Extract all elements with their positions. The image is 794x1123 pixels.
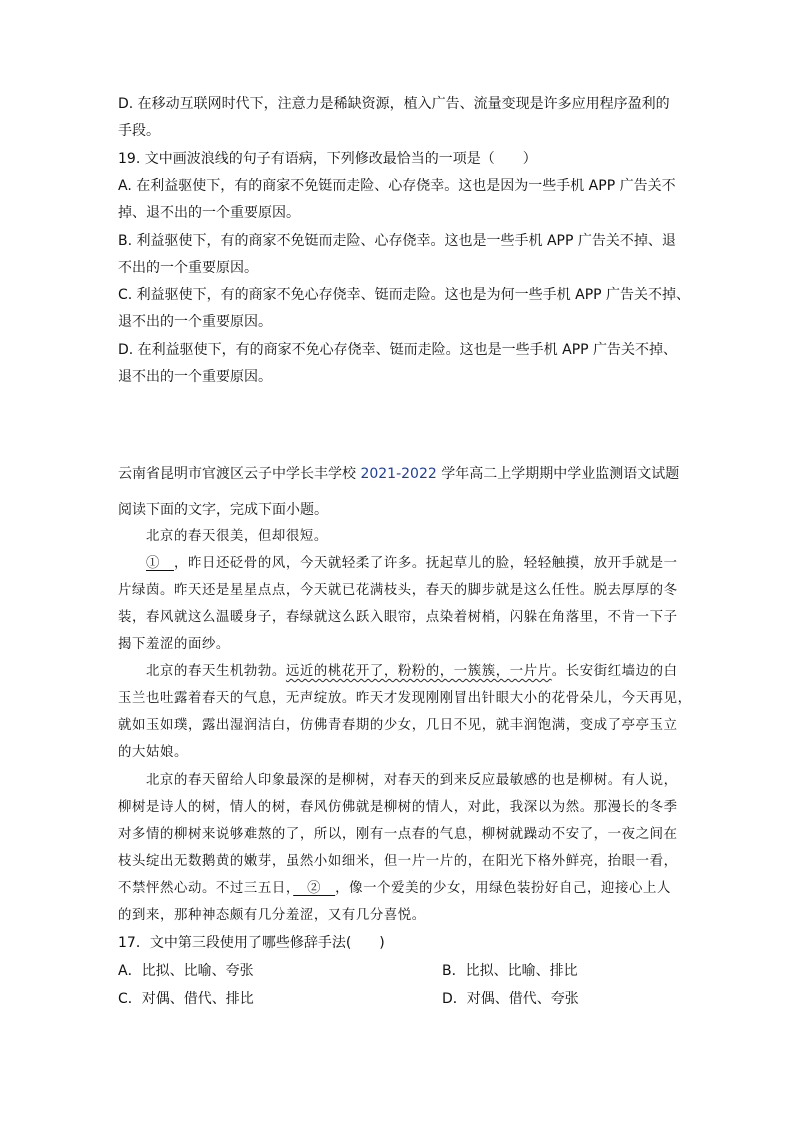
q18-option-d-line-1: D. 在移动互联网时代下，注意力是稀缺资源，植入广告、流量变现是许多应用程序盈利的 — [118, 96, 670, 112]
passage-paragraph-4-line-6: 的到来，那种神态颇有几分羞涩，又有几分喜悦。 — [118, 908, 426, 923]
source-suffix: 学年高二上学期期中学业监测语文试题 — [436, 466, 680, 482]
q18-option-d-line-2: 手段。 — [118, 123, 160, 139]
passage-paragraph-3-line-1-tail: 。长安街红墙边的白 — [551, 664, 678, 679]
q19-option-b-line-1: B. 利益驱使下，有的商家不免铤而走险、心存侥幸。这也是一些手机 APP 广告关不掉、退 — [118, 233, 676, 249]
passage-paragraph-2-line-1-text: ，昨日还砭骨的风，今天就轻柔了许多。抚起草儿的脸，轻轻触摸，放开手就是一 — [173, 556, 678, 571]
source-year: 2021-2022 — [360, 466, 437, 482]
passage-paragraph-4-line-5 — [118, 880, 671, 898]
q19-stem: 19. 文中画波浪线的句子有语病，下列修改最恰当的一项是（ ） — [118, 151, 537, 167]
passage-paragraph-1: 北京的春天很美，但却很短。 — [146, 529, 328, 544]
passage-paragraph-4-line-3: 对多情的柳树来说够难熬的了，所以，刚有一点春的气息，柳树就躁动不安了，一夜之间在 — [118, 827, 678, 842]
q19-option-a-line-2: 掉、退不出的一个重要原因。 — [118, 205, 300, 221]
passage-paragraph-4-line-2: 柳树是诗人的树，情人的树，春风仿佛就是柳树的情人，对此，我深以为然。那漫长的冬季 — [118, 800, 678, 815]
blank-2: ② — [293, 881, 336, 896]
passage-paragraph-2-line-3: 装，春风就这么温暖身子，春绿就这么跃入眼帘，点染着树梢，闪躲在角落里，不肯一下子 — [118, 610, 678, 625]
q17-option-d: D．对偶、借代、夸张 — [442, 991, 579, 1007]
source-prefix: 云南省昆明市官渡区云子中学长丰学校 — [118, 466, 361, 482]
passage-paragraph-3-line-4: 的大姑娘。 — [118, 745, 188, 760]
passage-paragraph-2-line-4: 揭下羞涩的面纱。 — [118, 637, 230, 652]
q19-option-d-line-1: D. 在利益驱使下，有的商家不免心存侥幸、铤而走险。这也是一些手机 APP 广告关不掉、 — [118, 342, 678, 358]
passage-paragraph-2-line-2: 片绿茵。昨天还是星星点点，今天就已花满枝头，春天的脚步就是这么任性。脱去厚厚的冬 — [118, 583, 678, 598]
passage-paragraph-4-line-5-lead: 不禁怦然心动。不过三五日， — [118, 881, 294, 896]
q19-option-b-line-2: 不出的一个重要原因。 — [118, 260, 258, 276]
q19-option-d-line-2: 退不出的一个重要原因。 — [118, 369, 272, 385]
q19-option-c-line-2: 退不出的一个重要原因。 — [118, 314, 272, 330]
q17-stem: 17．文中第三段使用了哪些修辞手法( ) — [118, 935, 385, 951]
q17-option-c: C．对偶、借代、排比 — [118, 991, 254, 1007]
q17-option-b: B．比拟、比喻、排比 — [442, 963, 578, 979]
q19-option-c-line-1: C. 利益驱使下，有的商家不免心存侥幸、铤而走险。这也是为何一些手机 APP 广告关不掉、 — [118, 287, 691, 303]
q17-option-a: A．比拟、比喻、夸张 — [118, 963, 254, 979]
blank-1: ① — [146, 556, 174, 571]
passage-paragraph-3-line-2: 玉兰也吐露着春天的气息，无声绽放。昨天才发现刚刚冒出针眼大小的花骨朵儿，今天再见， — [118, 691, 692, 706]
passage-paragraph-2-line-1 — [146, 555, 678, 573]
passage-paragraph-3-line-1 — [146, 663, 678, 681]
source-heading — [118, 465, 679, 483]
q19-option-a-line-1: A. 在利益驱使下，有的商家不免铤而走险、心存侥幸。这也是因为一些手机 APP 广告关不 — [118, 178, 676, 194]
passage-paragraph-3-lead: 北京的春天生机勃勃。 — [146, 664, 286, 679]
passage-paragraph-4-line-4: 枝头绽出无数鹅黄的嫩芽，虽然小如细米，但一片一片的，在阳光下格外鲜亮，抬眼一看， — [118, 854, 678, 869]
passage-paragraph-4-line-5-tail: ，像一个爱美的少女，用绿色装扮好自己，迎接心上人 — [335, 881, 671, 896]
wavy-underlined-sentence: 远近的桃花开了，粉粉的，一簇簇，一片片 — [285, 664, 552, 679]
reading-instruction: 阅读下面的文字，完成下面小题。 — [118, 502, 328, 518]
passage-paragraph-4-line-1: 北京的春天留给人印象最深的是柳树，对春天的到来反应最敏感的也是柳树。有人说， — [146, 773, 678, 788]
passage-paragraph-3-line-3: 就如玉如璞，露出湿润洁白，仿佛青春期的少女，几日不见，就丰润饱满，变成了亭亭玉立 — [118, 718, 678, 733]
